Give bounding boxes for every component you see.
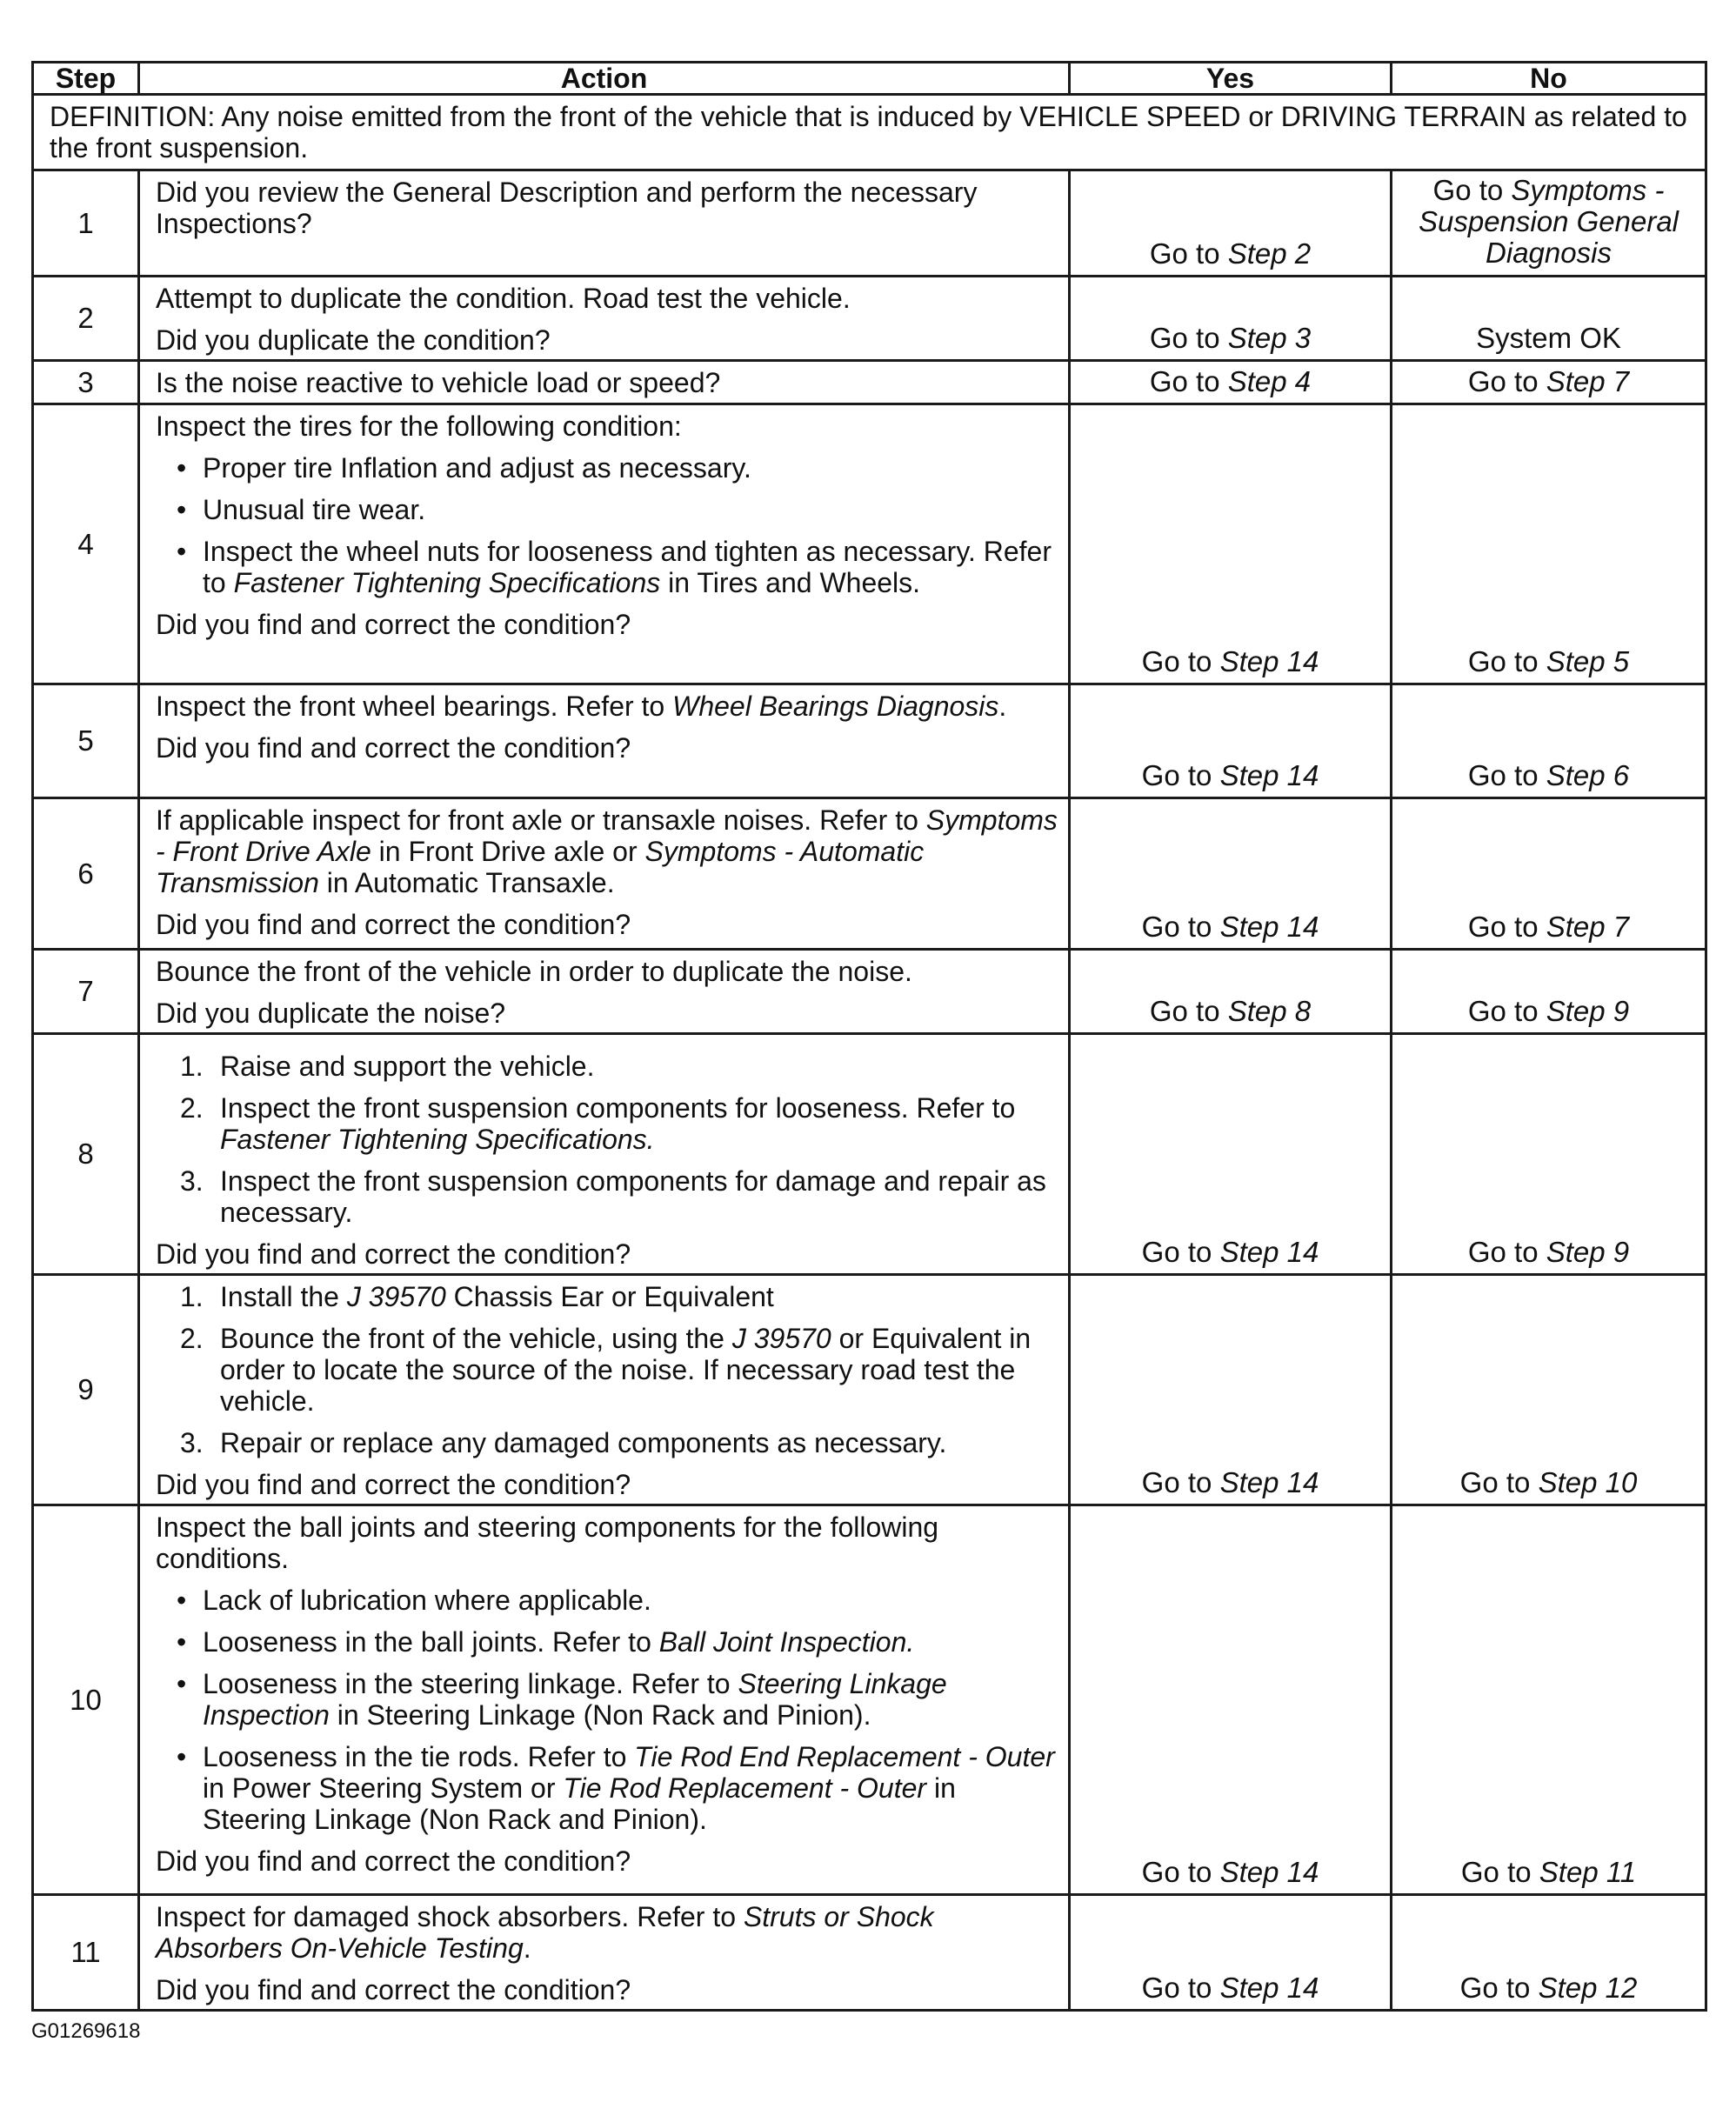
no-cell (1392, 684, 1706, 798)
go-to-label: Go to (1141, 1972, 1212, 2004)
action-cell (139, 1505, 1070, 1895)
go-to-label: Go to (1141, 1466, 1212, 1498)
reference-link[interactable]: Symptoms - Automatic Transmission (156, 836, 925, 898)
no-step-link[interactable]: Symptoms - Suspension General Diagnosis (1418, 174, 1679, 269)
reference-link[interactable]: Tie Rod End Replacement - Outer (634, 1741, 1055, 1772)
bullet-item: • Proper tire Inflation and adjust as necessary. (166, 452, 1059, 484)
no-cell (1392, 1895, 1706, 2011)
reference-link[interactable]: Steering Linkage Inspection (203, 1668, 947, 1731)
yes-cell (1070, 361, 1392, 404)
step-number: 6 (33, 798, 139, 950)
bullet-item: • Looseness in the steering linkage. Refer to Steering Linkage Inspection in Steering Linkage (Non Rack and Pinion). (166, 1668, 1059, 1731)
go-to-label: Go to (1149, 995, 1220, 1027)
go-to-label: Go to (1467, 365, 1539, 397)
reference-link[interactable]: Fastener Tightening Specifications. (220, 1124, 655, 1155)
no-cell (1392, 361, 1706, 404)
go-to-label: Go to (1141, 1236, 1212, 1268)
reference-link[interactable]: Ball Joint Inspection. (658, 1626, 915, 1658)
figure-id: G01269618 (31, 2019, 141, 2043)
action-cell (139, 684, 1070, 798)
yes-step-link[interactable]: Step 14 (1219, 1236, 1319, 1268)
table-row (33, 798, 1706, 950)
yes-step-link[interactable]: Step 14 (1219, 645, 1319, 677)
yes-step-link[interactable]: Step 14 (1219, 759, 1319, 791)
step-number: 7 (33, 950, 139, 1034)
action-cell (139, 404, 1070, 684)
yes-step-link[interactable]: Step 4 (1227, 365, 1312, 397)
bullet-item: • Looseness in the tie rods. Refer to Tie Rod End Replacement - Outer in Power Steering System or Tie Rod Replacement - Outer in Steering Linkage (Non Rack and Pinion). (166, 1741, 1059, 1835)
header-yes: Yes (1070, 63, 1392, 95)
question-text: Did you find and correct the condition? (156, 1845, 631, 1877)
action-text: Inspect the tires for the following condition: (156, 410, 682, 442)
no-cell (1392, 277, 1706, 361)
numbered-item: 1. Install the J 39570 Chassis Ear or Equivalent (180, 1281, 774, 1312)
yes-cell (1070, 798, 1392, 950)
go-to-label: Go to (1467, 1236, 1539, 1268)
yes-cell (1070, 684, 1392, 798)
no-cell (1392, 798, 1706, 950)
table-row (33, 277, 1706, 361)
no-step-link[interactable]: Step 10 (1538, 1466, 1638, 1498)
question-text: Did you duplicate the condition? (156, 324, 551, 356)
no-cell (1392, 170, 1706, 277)
step-number: 8 (33, 1034, 139, 1275)
action-text: Bounce the front of the vehicle in order to duplicate the noise. (156, 956, 912, 987)
step-number: 4 (33, 404, 139, 684)
yes-cell (1070, 950, 1392, 1034)
go-to-label: Go to (1149, 237, 1220, 270)
no-step-link[interactable]: Step 6 (1546, 759, 1630, 791)
go-to-label: Go to (1460, 1856, 1532, 1888)
go-to-label: Go to (1459, 1972, 1531, 2004)
no-step-link[interactable]: Step 9 (1546, 995, 1630, 1027)
go-to-label: Go to (1141, 759, 1212, 791)
go-to-label: Go to (1467, 911, 1539, 943)
question-text: Did you find and correct the condition? (156, 1469, 631, 1500)
step-number: 9 (33, 1275, 139, 1505)
question-text: Did you find and correct the condition? (156, 909, 631, 940)
table-row (33, 1034, 1706, 1275)
step-number: 2 (33, 277, 139, 361)
action-text: If applicable inspect for front axle or transaxle noises. Refer to Symptoms - Front Drive Axle in Front Drive axle or Symptoms - Automatic Transmission in Automatic Transaxle. (156, 804, 1058, 898)
step-number: 10 (33, 1505, 139, 1895)
numbered-item: 1. Raise and support the vehicle. (180, 1051, 595, 1082)
yes-step-link[interactable]: Step 14 (1219, 911, 1319, 943)
action-text: Inspect the ball joints and steering components for the following conditions. (156, 1511, 939, 1574)
no-cell (1392, 1505, 1706, 1895)
reference-link[interactable]: Wheel Bearings Diagnosis (672, 691, 999, 722)
question-text: Did you find and correct the condition? (156, 1974, 631, 2005)
yes-cell (1070, 1275, 1392, 1505)
table-row (33, 950, 1706, 1034)
yes-cell (1070, 1505, 1392, 1895)
no-result-text: System OK (1476, 322, 1621, 354)
table-row (33, 1895, 1706, 2011)
numbered-item: 3. Repair or replace any damaged components as necessary. (180, 1427, 947, 1458)
go-to-label: Go to (1149, 365, 1220, 397)
go-to-label: Go to (1141, 1856, 1212, 1888)
header-action: Action (139, 63, 1070, 95)
yes-step-link[interactable]: Step 2 (1227, 237, 1312, 270)
table-row (33, 361, 1706, 404)
reference-link[interactable]: Struts or Shock Absorbers On-Vehicle Testing (156, 1901, 934, 1964)
header-row (33, 63, 1706, 95)
header-step: Step (33, 63, 139, 95)
no-cell (1392, 1034, 1706, 1275)
question-text: Did you find and correct the condition? (156, 732, 631, 764)
reference-link[interactable]: Symptoms - Front Drive Axle (156, 804, 1058, 867)
no-step-link[interactable]: Step 12 (1538, 1972, 1638, 2004)
step-number: 3 (33, 361, 139, 404)
go-to-label: Go to (1467, 759, 1539, 791)
diagnostic-table (31, 61, 1707, 2012)
action-text: Attempt to duplicate the condition. Road test the vehicle. (156, 283, 851, 314)
action-cell (139, 361, 1070, 404)
no-cell (1392, 1275, 1706, 1505)
go-to-label: Go to (1432, 174, 1504, 206)
no-step-link[interactable]: Step 5 (1546, 645, 1630, 677)
definition-row (33, 95, 1706, 170)
table-row (33, 1505, 1706, 1895)
action-cell (139, 1275, 1070, 1505)
question-text: Did you review the General Description and perform the necessary Inspections? (156, 177, 978, 239)
go-to-label: Go to (1141, 911, 1212, 943)
step-number: 5 (33, 684, 139, 798)
yes-step-link[interactable]: Step 14 (1219, 1466, 1319, 1498)
numbered-item: 2. Inspect the front suspension components for looseness. Refer to Fastener Tightening Specifications. (180, 1092, 1016, 1155)
tool-reference: J 39570 (731, 1323, 831, 1354)
question-text: Did you find and correct the condition? (156, 609, 631, 640)
action-cell (139, 798, 1070, 950)
table-row (33, 684, 1706, 798)
definition-text: DEFINITION: Any noise emitted from the front of the vehicle that is induced by VEHICLE SPEED or DRIVING TERRAIN as related to the front suspension. (33, 95, 1706, 170)
yes-cell (1070, 404, 1392, 684)
go-to-label: Go to (1467, 995, 1539, 1027)
yes-cell (1070, 1895, 1392, 2011)
bullet-item: • Unusual tire wear. (166, 494, 1059, 525)
numbered-item: 2. Bounce the front of the vehicle, using the J 39570 or Equivalent in order to locate the source of the noise. If necessary road test the vehicle. (180, 1323, 1032, 1417)
yes-cell (1070, 277, 1392, 361)
question-text: Did you find and correct the condition? (156, 1238, 631, 1270)
go-to-label: Go to (1467, 645, 1539, 677)
table-row (33, 404, 1706, 684)
no-step-link[interactable]: Step 7 (1546, 911, 1630, 943)
reference-link[interactable]: Fastener Tightening Specifications (233, 567, 661, 598)
yes-step-link[interactable]: Step 14 (1219, 1972, 1319, 2004)
step-number: 1 (33, 170, 139, 277)
action-cell (139, 1895, 1070, 2011)
bullet-item: • Looseness in the ball joints. Refer to Ball Joint Inspection. (166, 1626, 1059, 1658)
reference-link[interactable]: Tie Rod Replacement - Outer (563, 1772, 927, 1804)
step-number: 11 (33, 1895, 139, 2011)
go-to-label: Go to (1149, 322, 1220, 354)
table-row (33, 170, 1706, 277)
go-to-label: Go to (1141, 645, 1212, 677)
no-cell (1392, 404, 1706, 684)
go-to-label: Go to (1459, 1466, 1531, 1498)
action-text: Inspect for damaged shock absorbers. Refer to Struts or Shock Absorbers On-Vehicle Testing. (156, 1901, 934, 1964)
yes-cell (1070, 170, 1392, 277)
numbered-item: 3. Inspect the front suspension components for damage and repair as necessary. (180, 1165, 1046, 1228)
table-row (33, 1275, 1706, 1505)
header-no: No (1392, 63, 1706, 95)
yes-step-link[interactable]: Step 3 (1227, 322, 1312, 354)
question-text: Is the noise reactive to vehicle load or speed? (156, 367, 721, 398)
no-cell (1392, 950, 1706, 1034)
tool-reference: J 39570 (346, 1281, 446, 1312)
action-cell (139, 170, 1070, 277)
no-step-link[interactable]: Step 9 (1546, 1236, 1630, 1268)
yes-cell (1070, 1034, 1392, 1275)
action-text: Inspect the front wheel bearings. Refer to Wheel Bearings Diagnosis. (156, 691, 1007, 722)
bullet-item: • Inspect the wheel nuts for looseness and tighten as necessary. Refer to Fastener Tightening Specifications in Tires and Wheels. (166, 536, 1059, 598)
action-cell (139, 950, 1070, 1034)
yes-step-link[interactable]: Step 14 (1219, 1856, 1319, 1888)
action-cell (139, 277, 1070, 361)
question-text: Did you duplicate the noise? (156, 998, 506, 1029)
action-cell (139, 1034, 1070, 1275)
no-step-link[interactable]: Step 7 (1546, 365, 1630, 397)
yes-step-link[interactable]: Step 8 (1227, 995, 1312, 1027)
no-step-link[interactable]: Step 11 (1539, 1856, 1637, 1888)
bullet-item: • Lack of lubrication where applicable. (166, 1585, 1059, 1616)
